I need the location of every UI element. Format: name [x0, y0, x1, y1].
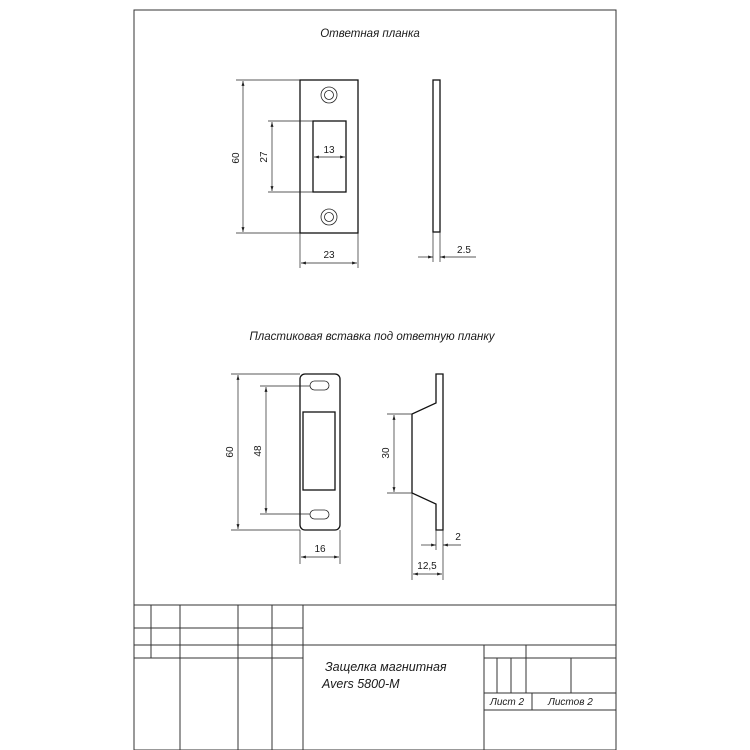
dim-strike-thickness [418, 232, 476, 262]
dim-label-30: 30 [381, 447, 392, 459]
dim-label-23: 23 [323, 250, 335, 261]
dim-label-27: 27 [259, 151, 270, 163]
drawing-frame [134, 10, 616, 750]
sheet-number: Лист 2 [490, 697, 525, 708]
dim-label-48: 48 [253, 445, 264, 457]
dim-strike-width [300, 233, 358, 268]
section1-title: Ответная планка [320, 28, 420, 40]
dim-label-2: 2 [455, 532, 461, 543]
title-block [134, 605, 616, 750]
dim-insert-width [300, 530, 340, 564]
strike-plate-side-view [433, 80, 440, 232]
section2-title: Пластиковая вставка под ответную планку [249, 331, 495, 343]
dim-insert-thickness [421, 530, 461, 550]
sheet-total: Листов 2 [548, 697, 593, 708]
product-name-line2: Avers 5800-M [322, 677, 400, 691]
dim-label-16: 16 [314, 544, 326, 555]
dim-label-60-insert: 60 [225, 446, 236, 458]
dim-label-12-5: 12,5 [417, 561, 437, 572]
dim-label-60: 60 [231, 152, 242, 164]
dim-label-13: 13 [323, 145, 335, 156]
plastic-insert-side-view [412, 374, 443, 530]
dim-insert-side-height [381, 414, 412, 493]
strike-plate-front-view [300, 80, 358, 233]
dim-label-2-5: 2.5 [457, 245, 471, 256]
plastic-insert-front-view [300, 374, 340, 530]
product-name-line1: Защелка магнитная [325, 660, 447, 674]
